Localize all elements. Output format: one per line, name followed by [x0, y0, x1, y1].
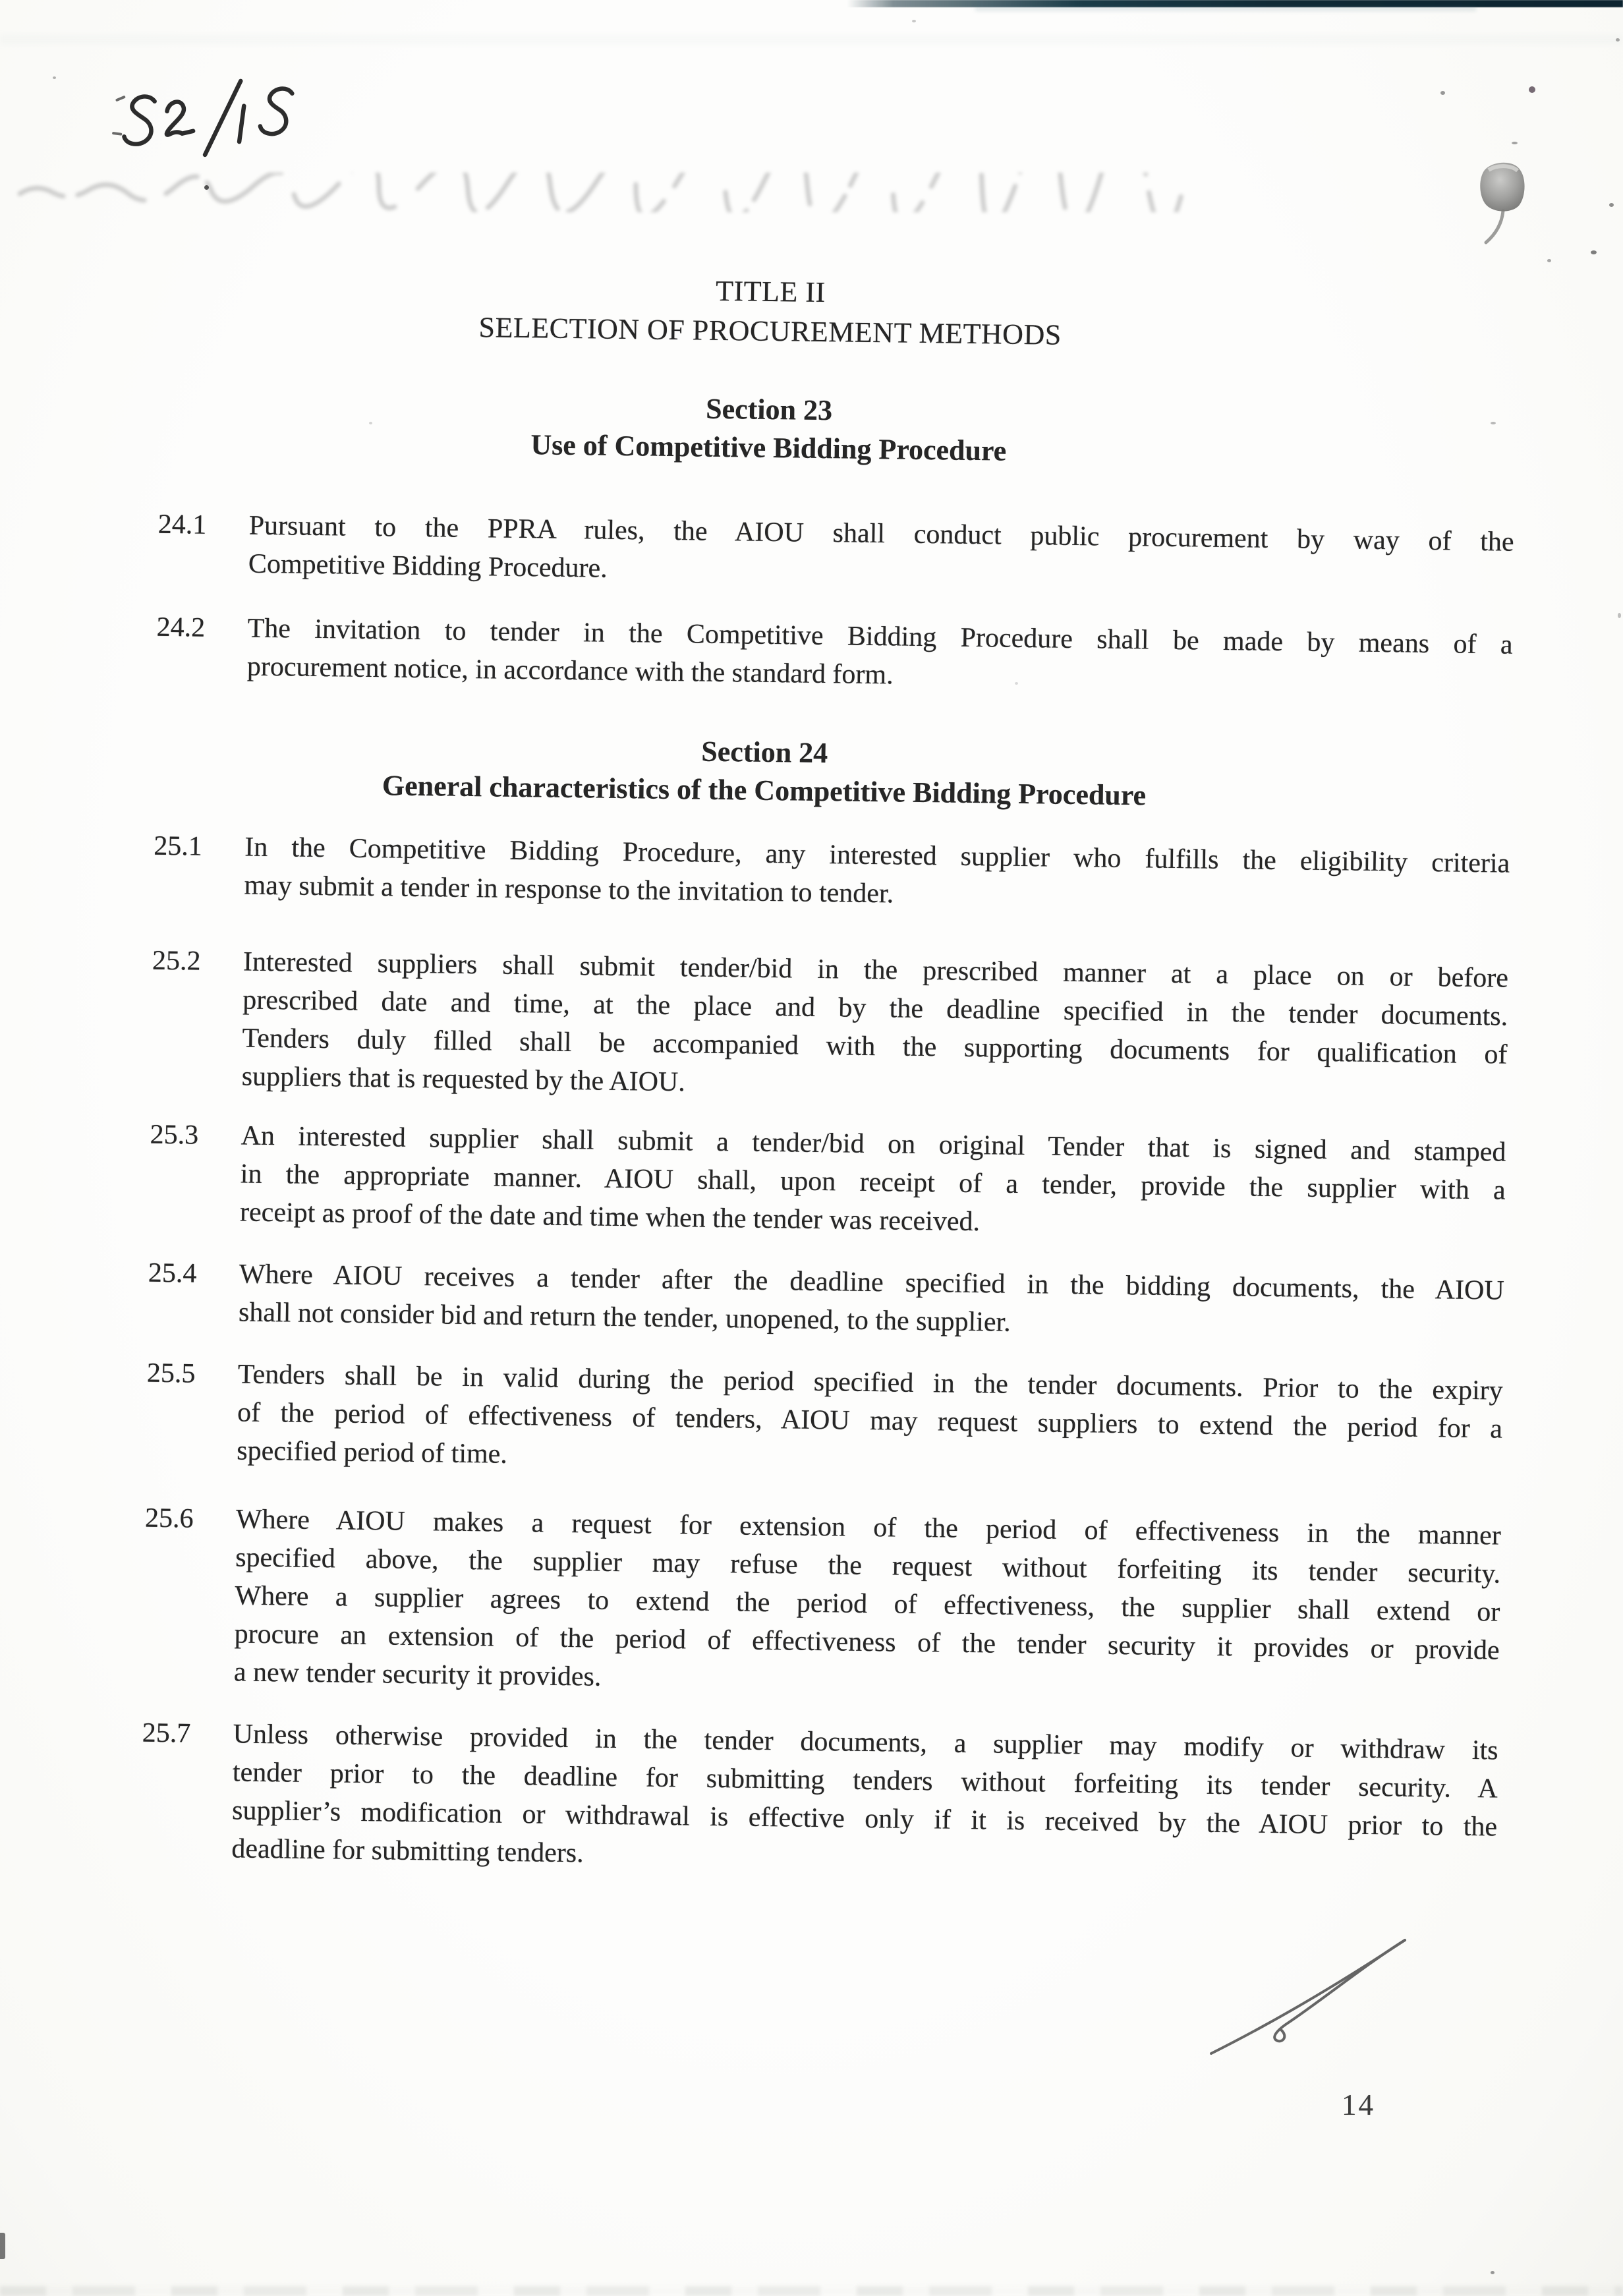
- scan-speck: [1618, 613, 1621, 618]
- clause-number: 25.2: [152, 945, 201, 977]
- clause-text: In the Competitive Bidding Procedure, any interested supplier who fulfills the eligibility criteria may submit a tender in response to the invitation to tender.: [244, 832, 1510, 909]
- scan-bottom-edge-artifact: [0, 2286, 1623, 2296]
- clause-text: Where AIOU receives a tender after the deadline specified in the bidding documents, the AIOU shall not consider bid and return the tender, unopened, to the supplier.: [238, 1259, 1505, 1338]
- clause-text: Tenders shall be in valid during the period specified in the tender documents. Prior to the expiry of the period of effectiveness of tenders, AIOU may request suppliers to extend the period for a specified period of time.: [237, 1359, 1504, 1470]
- clause-number: 25.7: [142, 1717, 191, 1749]
- clause-25-7: [0, 1711, 1604, 1885]
- clause-number: 25.5: [146, 1358, 196, 1389]
- scan-speck: [53, 76, 56, 79]
- clause-25-4: [0, 1251, 1610, 1349]
- section-24-heading-block: [0, 724, 1536, 820]
- clause-25-5: [0, 1352, 1609, 1487]
- clause-number: 25.1: [154, 830, 203, 862]
- signature-mark: [1206, 1931, 1417, 2066]
- section-heading: Section 24: [701, 735, 828, 770]
- clause-text: Pursuant to the PPRA rules, the AIOU shall conduct public procurement by way of the Competitive Bidding Procedure.: [248, 510, 1514, 584]
- clause-24-2: [0, 606, 1618, 704]
- clause-number: 24.2: [156, 612, 206, 643]
- clause-text: The invitation to tender in the Competitive Bidding Procedure shall be made by means of a procurement notice, in accordance with the standard form.: [246, 613, 1513, 691]
- section-23-heading-block: [0, 381, 1540, 478]
- clause-number: 24.1: [157, 509, 207, 540]
- scan-speck: [1512, 142, 1518, 144]
- scan-speck: [1609, 203, 1614, 207]
- clause-number: 25.6: [144, 1503, 194, 1534]
- clause-text: Interested suppliers shall submit tender/bid in the prescribed manner at a place on or before prescribed date and time, at the place and by the deadline specified in the tender documents. Tenders duly filled shall be accompanied with the supporting documents for qualification of suppliers that is requested by the AIOU.: [241, 946, 1509, 1098]
- clause-25-2: [0, 940, 1614, 1114]
- clause-number: 25.3: [150, 1119, 199, 1151]
- scan-speck: [1616, 38, 1620, 42]
- document-subtitle: SELECTION OF PROCUREMENT METHODS: [478, 311, 1062, 351]
- clause-25-6: [0, 1497, 1607, 1709]
- clause-24-1: [0, 503, 1620, 601]
- document-title: TITLE II: [715, 274, 826, 309]
- scan-speck: [1491, 422, 1496, 424]
- scan-left-edge-mark: [0, 2233, 5, 2259]
- scan-speck: [1529, 86, 1535, 93]
- scan-speck: [1015, 682, 1018, 685]
- section-heading: Section 23: [705, 392, 833, 427]
- scan-speck: [204, 185, 209, 190]
- scan-speck: [1440, 91, 1445, 95]
- clause-text: An interested supplier shall submit a tender/bid on original Tender that is signed and stamped in the appropriate manner. AIOU shall, upon receipt of a tender, provide the supplier with a receipt as proof of the date and time when the tender was received.: [239, 1120, 1506, 1238]
- section-subheading: General characteristics of the Competitive Bidding Procedure: [382, 769, 1147, 812]
- document-title-block: [0, 262, 1542, 362]
- clause-25-3: [0, 1113, 1612, 1249]
- clause-25-1: [0, 825, 1616, 923]
- clause-text: Where AIOU makes a request for extension of the period of effectiveness in the manner specified above, the supplier may refuse the request without forfeiting its tender security. Where a supplier agrees to extend the period of effectiveness, the supplier shall extend or procure an extension of the period of effectiveness of the tender security it provides or provide a new tender security it provides.: [233, 1504, 1502, 1692]
- clause-number: 25.4: [148, 1257, 197, 1289]
- section-subheading: Use of Competitive Bidding Procedure: [530, 428, 1007, 467]
- scan-speck: [1591, 250, 1597, 254]
- clause-text: Unless otherwise provided in the tender documents, a supplier may modify or withdraw its tender prior to the deadline for submitting tenders without forfeiting its tender security. A supplier’s modification or withdrawal is effective only if it is received by the AIOU prior to the deadline for submitting tenders.: [231, 1719, 1498, 1869]
- scan-speck: [1547, 259, 1551, 262]
- scan-speck: [912, 20, 916, 22]
- scan-speck: [1491, 2271, 1495, 2274]
- scan-speck: [369, 422, 372, 424]
- page-number: 14: [1342, 2088, 1375, 2121]
